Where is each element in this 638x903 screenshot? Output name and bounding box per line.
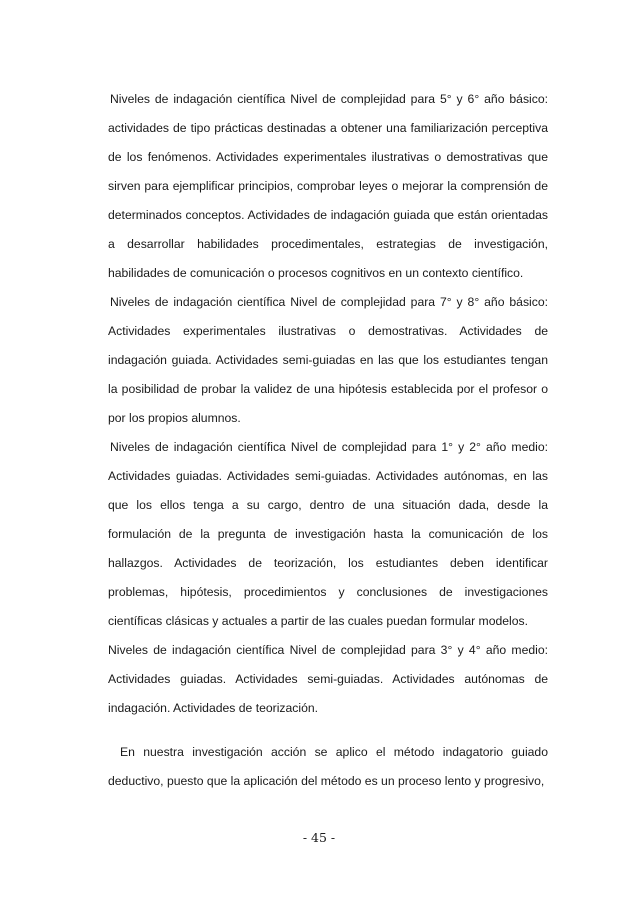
- paragraph-text: Niveles de indagación científica Nivel de complejidad para 7° y 8° año básico: Actividades experimentales ilustrativas o demostrativas. Actividades de indagación guiada. Actividades semi-guiadas en las que los estudiantes tengan la posibilidad de probar la validez de una hipótesis establecida por el profesor o por los propios alumnos.: [108, 295, 548, 425]
- paragraph-text: En nuestra investigación acción se aplico el método indagatorio guiado deductivo, puesto que la aplicación del método es un proceso lento y progresivo,: [108, 745, 548, 788]
- paragraph-investigacion: [108, 738, 548, 796]
- paragraph-5-6-basico: [108, 85, 548, 288]
- paragraph-1-2-medio: [108, 433, 548, 636]
- paragraph-text: Niveles de indagación científica Nivel de complejidad para 5° y 6° año básico: actividades de tipo prácticas destinadas a obtener una familiarización perceptiva de los fenómenos. Actividades experimentales ilustrativas o demostrativas que sirven para ejemplificar principios, comprobar leyes o mejorar la comprensión de determinados conceptos. Actividades de indagación guiada que están orientadas a desarrollar habilidades procedimentales, estrategias de investigación, habilidades de comunicación o procesos cognitivos en un contexto científico.: [108, 92, 548, 280]
- paragraph-text: Niveles de indagación científica Nivel de complejidad para 3° y 4° año medio: Actividades guiadas. Actividades semi-guiadas. Actividades autónomas de indagación. Actividades de teorización.: [108, 643, 548, 715]
- paragraph-text: Niveles de indagación científica Nivel de complejidad para 1° y 2° año medio: Actividades guiadas. Actividades semi-guiadas. Actividades autónomas, en las que los ellos tenga a su cargo, dentro de una situación dada, desde la formulación de la pregunta de investigación hasta la comunicación de los hallazgos. Actividades de teorización, los estudiantes deben identificar problemas, hipótesis, procedimientos y conclusiones de investigaciones científicas clásicas y actuales a partir de las cuales puedan formular modelos.: [108, 440, 548, 628]
- page-number: - 45 -: [302, 830, 336, 845]
- paragraph-3-4-medio: [108, 636, 548, 723]
- paragraph-7-8-basico: [108, 288, 548, 433]
